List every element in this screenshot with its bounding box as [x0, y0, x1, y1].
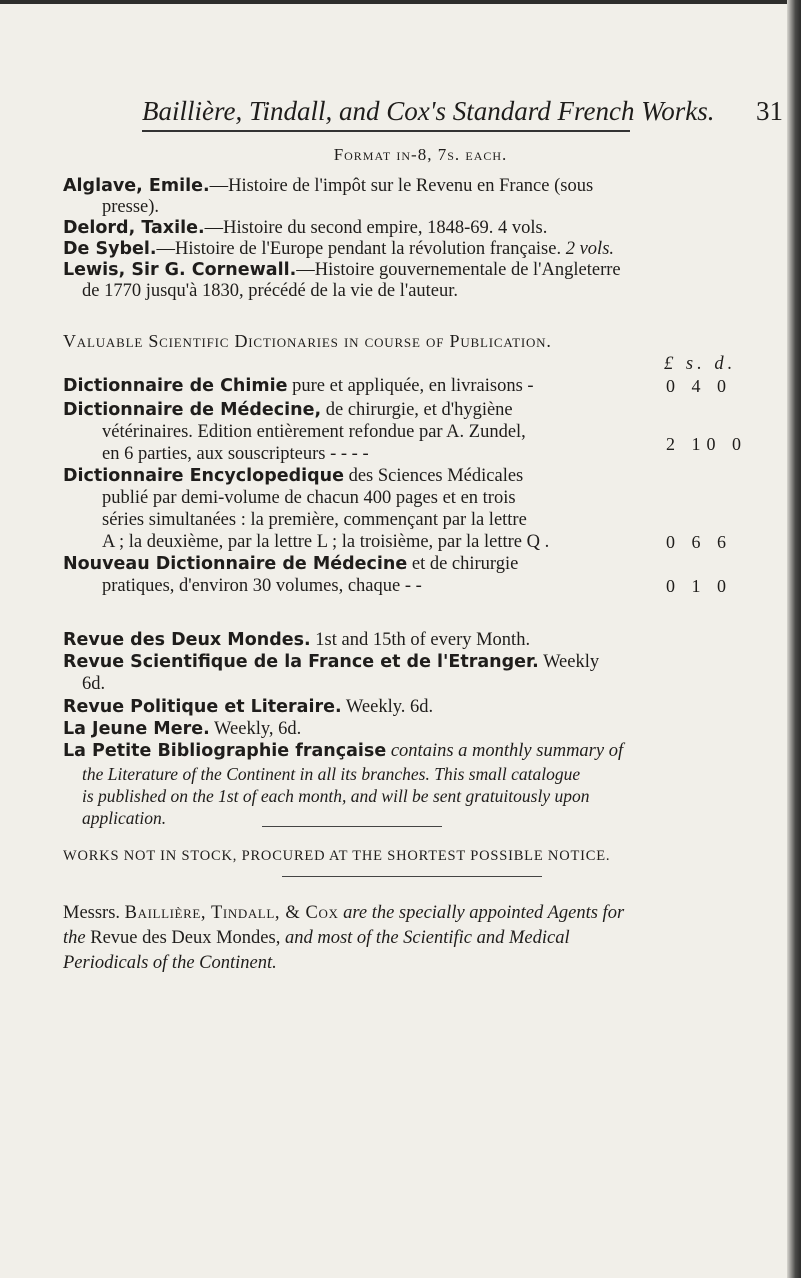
periodical-continuation: application. [82, 808, 167, 828]
header-rule [142, 130, 630, 132]
history-continuation: de 1770 jusqu'à 1830, précédé de la vie de l'auteur. [82, 281, 459, 301]
dictionary-continuation: publié par demi-volume de chacun 400 pages et en trois [102, 488, 516, 508]
periodical-entry [63, 697, 433, 718]
periodical-entry [63, 630, 530, 651]
dictionary-text: et de chirurgie [411, 554, 519, 574]
periodical-entry [63, 741, 623, 762]
scan-right-edge [787, 0, 801, 1278]
dictionaries-heading: Valuable Scientific Dictionaries in course of Publication. [63, 331, 552, 351]
dictionary-text: des Sciences Médicales [348, 466, 524, 486]
history-text: —Histoire gouvernementale de l'Angleterre [296, 260, 621, 280]
dictionary-price: 0 4 0 [666, 376, 732, 396]
periodical-text: Weekly. 6d. [345, 697, 434, 717]
history-text: —Histoire du second empire, 1848-69. 4 vols. [204, 218, 548, 238]
history-author: Delord, Taxile. [63, 218, 205, 238]
dictionary-continuation: pratiques, d'environ 30 volumes, chaque - - [102, 576, 422, 596]
agents-firm: Baillière, Tindall, & Cox [124, 903, 339, 923]
history-author: Alglave, Emile. [63, 176, 210, 196]
periodical-text: Weekly, 6d. [214, 719, 302, 739]
periodical-text: 1st and 15th of every Month. [315, 630, 531, 650]
agents-text: and most of the Scientific and Medical [284, 928, 570, 948]
page-number: 31 [756, 96, 783, 126]
periodical-title: La Petite Bibliographie française [63, 741, 387, 761]
scan-top-edge [0, 0, 801, 4]
periodical-title: Revue Scientifique de la France et de l'Etranger. [63, 652, 539, 672]
dictionary-price: 0 6 6 [666, 532, 732, 552]
periodical-continuation: is published on the 1st of each month, and will be sent gratuitously upon [82, 786, 590, 806]
dictionary-price: 0 1 0 [666, 576, 732, 596]
agents-line: Periodicals of the Continent. [63, 953, 277, 973]
agents-prefix: Messrs. [63, 903, 121, 923]
dictionary-title: Nouveau Dictionnaire de Médecine [63, 554, 408, 574]
dictionary-continuation: vétérinaires. Edition entièrement refondue par A. Zundel, [102, 422, 526, 442]
dictionary-text: de chirurgie, et d'hygiène [325, 400, 513, 420]
dictionary-text: pure et appliquée, en livraisons - [292, 376, 534, 396]
dictionary-price: 2 10 0 [666, 434, 747, 454]
agents-text: the [63, 928, 86, 948]
periodical-continuation: the Literature of the Continent in all its branches. This small catalogue [82, 764, 581, 784]
dictionary-entry [63, 376, 534, 397]
periodical-title: La Jeune Mere. [63, 719, 210, 739]
dictionary-title: Dictionnaire de Médecine, [63, 400, 322, 420]
agents-text: are the specially appointed Agents for [343, 903, 625, 923]
history-text: —Histoire de l'impôt sur le Revenu en France (sous [209, 176, 594, 196]
periodical-continuation: 6d. [82, 674, 106, 694]
running-head-title: Baillière, Tindall, and Cox's Standard French Works. [142, 96, 715, 126]
agents-line [63, 928, 570, 949]
dictionary-entry [63, 466, 523, 487]
dictionary-entry [63, 554, 518, 575]
section-rule [262, 826, 442, 827]
periodical-entry [63, 719, 301, 740]
running-head [142, 96, 782, 127]
periodical-title: Revue Politique et Literaire. [63, 697, 342, 717]
dictionary-continuation: A ; la deuxième, par la lettre L ; la troisième, par la lettre Q . [102, 532, 550, 552]
agents-line [63, 903, 624, 924]
history-entry [63, 260, 621, 281]
history-volumes: 2 vols. [565, 239, 615, 259]
history-author: Lewis, Sir G. Cornewall. [63, 260, 297, 280]
format-line: Format in-8, 7s. each. [333, 145, 508, 164]
periodical-entry [63, 652, 599, 673]
periodical-text: Weekly [543, 652, 600, 672]
history-continuation: presse). [102, 197, 160, 217]
currency-header: £ s. d. [664, 354, 737, 374]
history-entry [63, 239, 614, 260]
history-entry [63, 176, 593, 197]
periodical-title: Revue des Deux Mondes. [63, 630, 311, 650]
dictionary-entry [63, 400, 513, 421]
history-author: De Sybel. [63, 239, 157, 259]
agents-journal: Revue des Deux Mondes, [90, 928, 281, 948]
dictionary-continuation: séries simultanées : la première, commençant par la lettre [102, 510, 527, 530]
dictionary-title: Dictionnaire de Chimie [63, 376, 288, 396]
periodical-text: contains a monthly summary of [390, 741, 624, 761]
history-text: —Histoire de l'Europe pendant la révolution française. [156, 239, 562, 259]
section-rule [282, 876, 542, 877]
dictionary-continuation: en 6 parties, aux souscripteurs - - - - [102, 444, 369, 464]
notice-line: WORKS NOT IN STOCK, PROCURED AT THE SHORTEST POSSIBLE NOTICE. [63, 848, 611, 864]
history-entry [63, 218, 547, 239]
dictionary-title: Dictionnaire Encyclopedique [63, 466, 344, 486]
